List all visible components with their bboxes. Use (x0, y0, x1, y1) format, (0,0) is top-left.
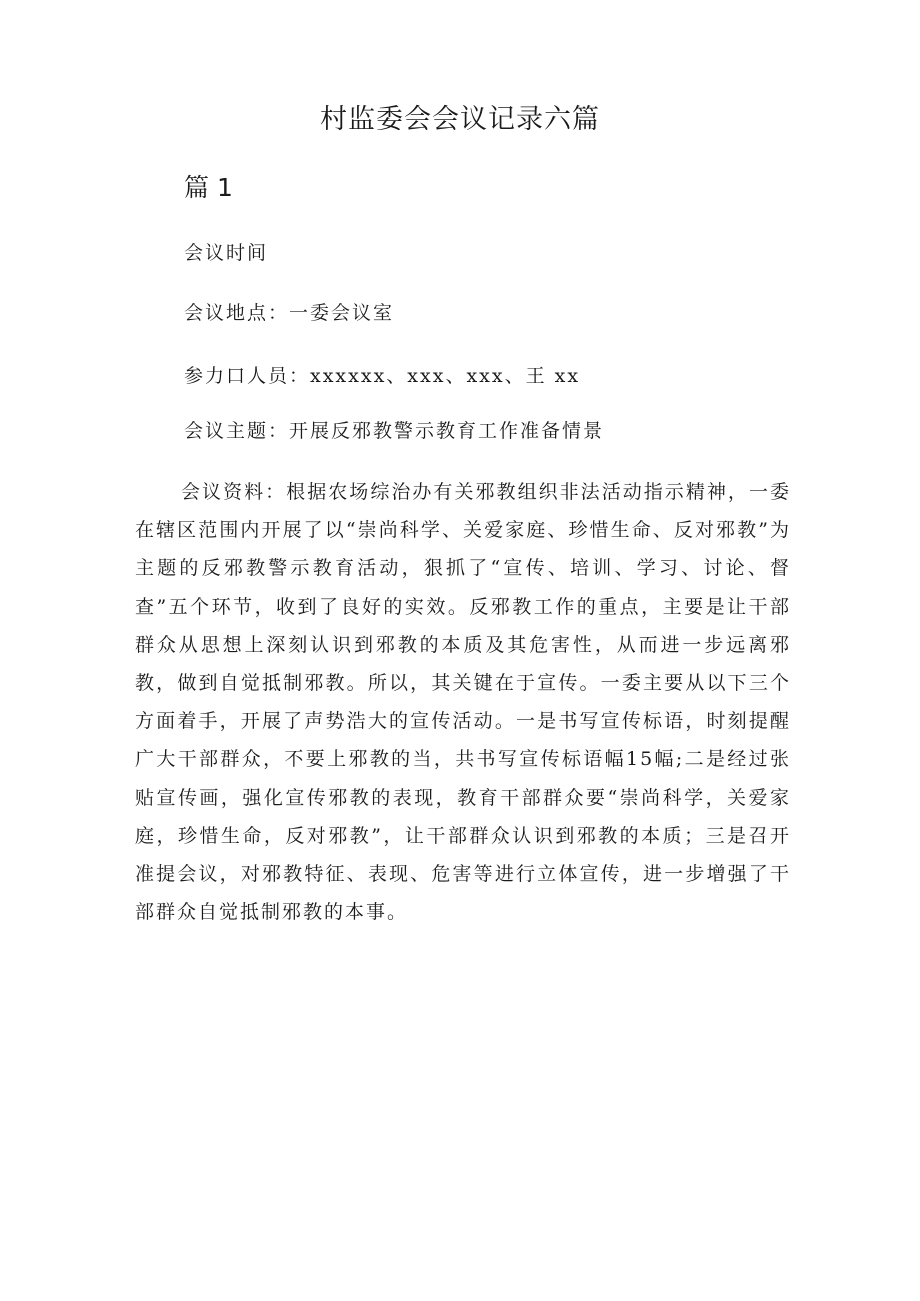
section-heading: 篇 1 (184, 173, 233, 202)
meeting-time-line: 会议时间 (184, 242, 269, 264)
meeting-content-paragraph: 会议资料：根据农场综治办有关邪教组织非法活动指示精神，一委在辖区范围内开展了以“崇尚科学、关爱家庭、珍惜生命、反对邪教”为主题的反邪教警示教育活动，狠抓了“宣传、培训、学习、讨论、督查”五个环节，收到了良好的实效。反邪教工作的重点，主要是让干部群众从思想上深刻认识到邪教的本质及其危害性，从而进一步远离邪教，做到自觉抵制邪教。所以，其关键在于宣传。一委主要从以下三个方面着手，开展了声势浩大的宣传活动。一是书写宣传标语，时刻提醒广大干部群众，不要上邪教的当，共书写宣传标语幅15幅;二是经过张贴宣传画，强化宣传邪教的表现，教育干部群众要“崇尚科学，关爱家庭，珍惜生命，反对邪教”，让干部群众认识到邪教的本质；三是召开准提会议，对邪教特征、表现、危害等进行立体宣传，进一步增强了干部群众自觉抵制邪教的本事。 (135, 481, 791, 924)
meeting-topic-line: 会议主题：开展反邪教警示教育工作准备情景 (184, 420, 605, 442)
meeting-place-line: 会议地点：一委会议室 (184, 302, 395, 324)
document-title: 村监委会会议记录六篇 (320, 104, 600, 135)
attendees-line: 参力口人员：xxxxxx、xxx、xxx、王 xx (184, 365, 581, 387)
